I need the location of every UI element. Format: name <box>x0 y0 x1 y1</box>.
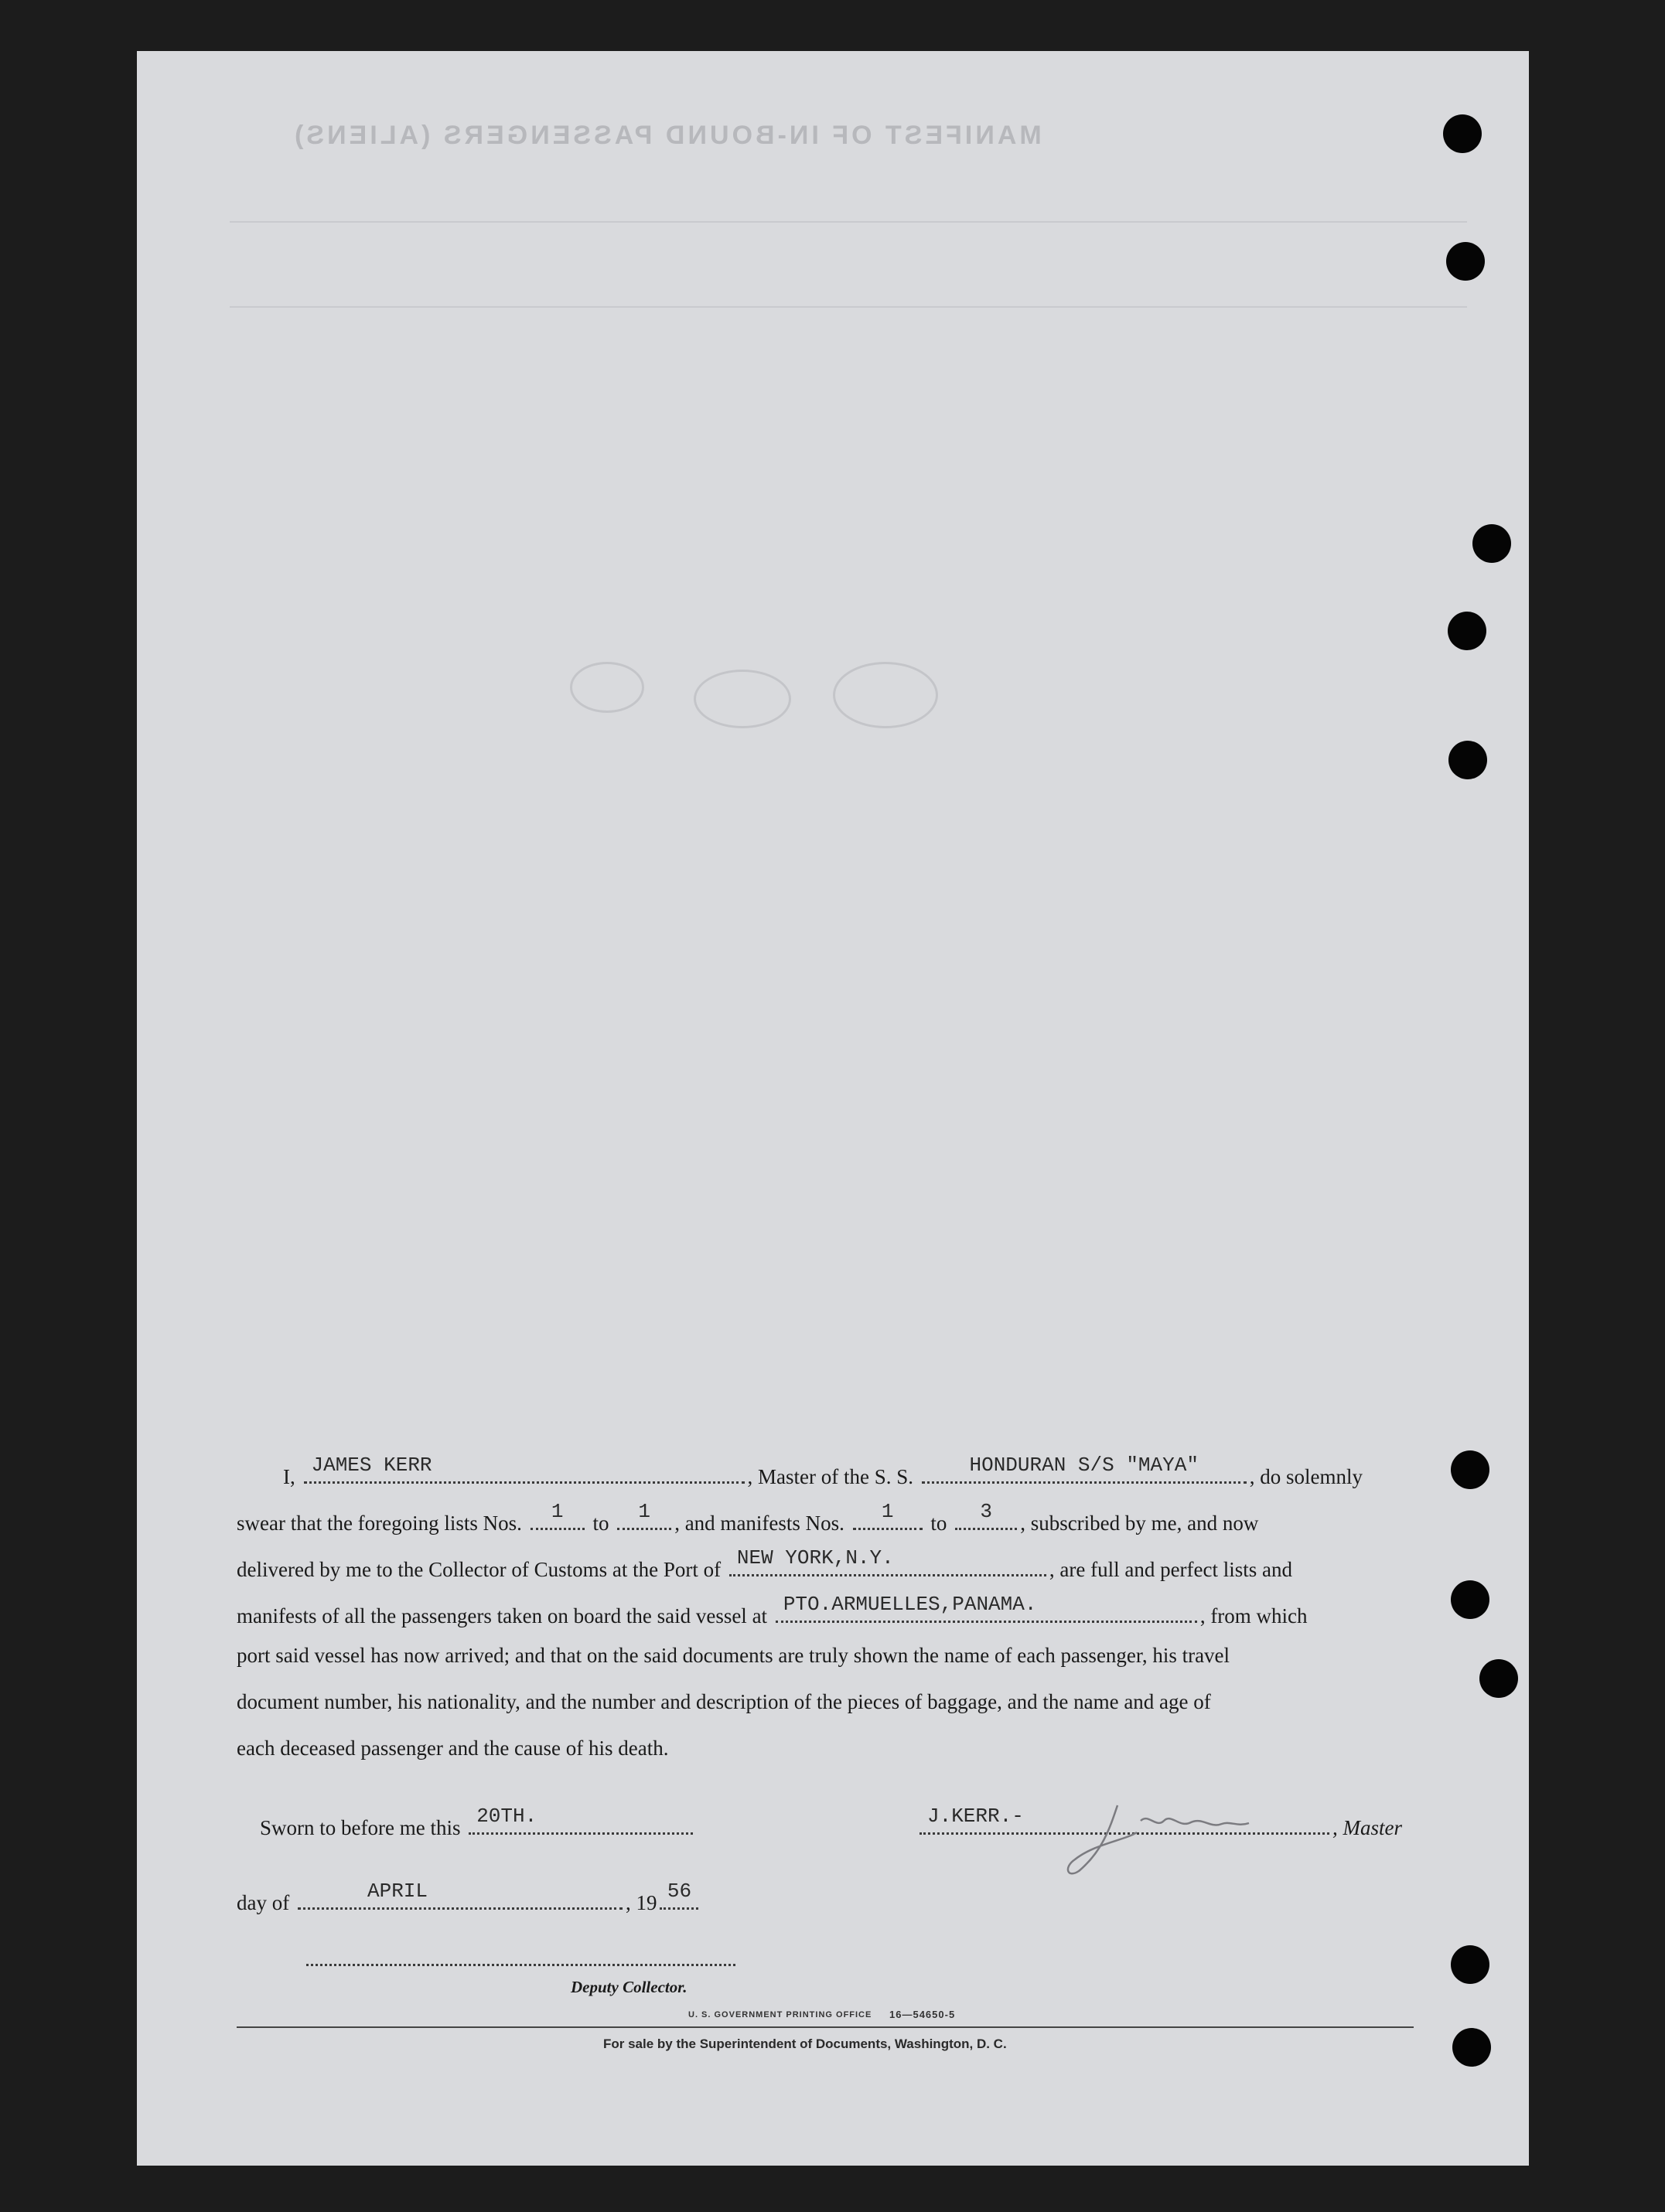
lists-to-value: 1 <box>638 1500 650 1523</box>
manifests-of-text: manifests of all the passengers taken on board the said vessel at <box>237 1604 768 1627</box>
full-lists-text: , are full and perfect lists and <box>1049 1558 1293 1581</box>
master-of-text: , Master of the S. S. <box>747 1465 913 1488</box>
ghost-scribble <box>694 670 791 728</box>
departure-value: PTO.ARMUELLES,PANAMA. <box>783 1593 1037 1616</box>
oath-line-3 <box>237 1546 1420 1582</box>
punch-hole <box>1451 1945 1489 1984</box>
form-number: 16—54650-5 <box>889 2009 956 2020</box>
punch-hole <box>1448 612 1486 650</box>
date-line <box>237 1880 1420 1915</box>
sworn-label: Sworn to before me this <box>260 1816 461 1839</box>
master-name-value: JAMES KERR <box>311 1454 432 1477</box>
day-of-label: day of <box>237 1891 290 1914</box>
vessel-value: HONDURAN S/S "MAYA" <box>969 1454 1199 1477</box>
punch-hole <box>1451 1580 1489 1619</box>
punch-hole <box>1443 114 1482 153</box>
vessel-field[interactable] <box>922 1454 1247 1484</box>
month-value: APRIL <box>367 1880 428 1903</box>
punch-hole <box>1446 242 1485 281</box>
oath-line-7: each deceased passenger and the cause of his death. <box>237 1737 669 1760</box>
to-text: to <box>930 1512 947 1535</box>
manifests-to-field[interactable] <box>955 1500 1017 1530</box>
oath-i: I, <box>283 1465 295 1488</box>
and-manifests-text: , and manifests Nos. <box>674 1512 844 1535</box>
handwritten-signature <box>1063 1798 1264 1883</box>
to-text: to <box>592 1512 609 1535</box>
deputy-collector-label: Deputy Collector. <box>571 1978 687 1996</box>
swear-text: swear that the foregoing lists Nos. <box>237 1512 522 1535</box>
oath-line-2 <box>237 1500 1420 1535</box>
oath-line-4 <box>237 1593 1420 1628</box>
punch-hole <box>1479 1659 1518 1698</box>
master-name-field[interactable] <box>304 1454 745 1484</box>
punch-hole <box>1452 2028 1491 2067</box>
subscribed-text: , subscribed by me, and now <box>1020 1512 1259 1535</box>
ghost-rule <box>230 306 1467 308</box>
lists-from-field[interactable] <box>531 1500 585 1530</box>
lists-to-field[interactable] <box>617 1500 671 1530</box>
port-value: NEW YORK,N.Y. <box>736 1546 894 1570</box>
sworn-day-value: 20TH. <box>476 1805 537 1828</box>
oath-line-1 <box>283 1454 1466 1489</box>
year-prefix: , 19 <box>625 1891 657 1914</box>
manifests-to-value: 3 <box>980 1500 992 1523</box>
sworn-day-field[interactable] <box>469 1805 693 1835</box>
master-signature-typed: J.KERR.- <box>927 1805 1024 1828</box>
month-field[interactable] <box>298 1880 623 1910</box>
delivered-text: delivered by me to the Collector of Customs at the Port of <box>237 1558 722 1581</box>
year-value: 56 <box>667 1880 692 1903</box>
ghost-title: MANIFEST OF IN-BOUND PASSENGERS (ALIENS) <box>292 121 1042 150</box>
lists-from-value: 1 <box>551 1500 564 1523</box>
manifests-from-field[interactable] <box>853 1500 923 1530</box>
master-label: , Master <box>1332 1816 1402 1839</box>
footer-rule <box>237 2026 1414 2028</box>
oath-line-6: document number, his nationality, and the number and description of the pieces of baggage, and the name and age of <box>237 1690 1211 1713</box>
departure-field[interactable] <box>776 1593 1197 1623</box>
ghost-scribble <box>833 662 938 728</box>
port-field[interactable] <box>729 1546 1046 1576</box>
manifest-page <box>137 51 1529 2166</box>
oath-line-5: port said vessel has now arrived; and that on the said documents are truly shown the name of each passenger, his travel <box>237 1644 1230 1667</box>
manifests-from-value: 1 <box>881 1500 894 1523</box>
for-sale-text: For sale by the Superintendent of Documents, Washington, D. C. <box>603 2036 1007 2051</box>
from-which-text: , from which <box>1199 1604 1308 1627</box>
ghost-scribble <box>570 662 644 713</box>
printing-office-text: U. S. GOVERNMENT PRINTING OFFICE <box>688 2010 872 2019</box>
year-field[interactable] <box>660 1880 698 1910</box>
deputy-collector-line[interactable] <box>306 1964 735 1966</box>
ghost-rule <box>230 221 1467 223</box>
punch-hole <box>1448 741 1487 779</box>
do-solemnly-text: , do solemnly <box>1249 1465 1363 1488</box>
punch-hole <box>1472 524 1511 563</box>
